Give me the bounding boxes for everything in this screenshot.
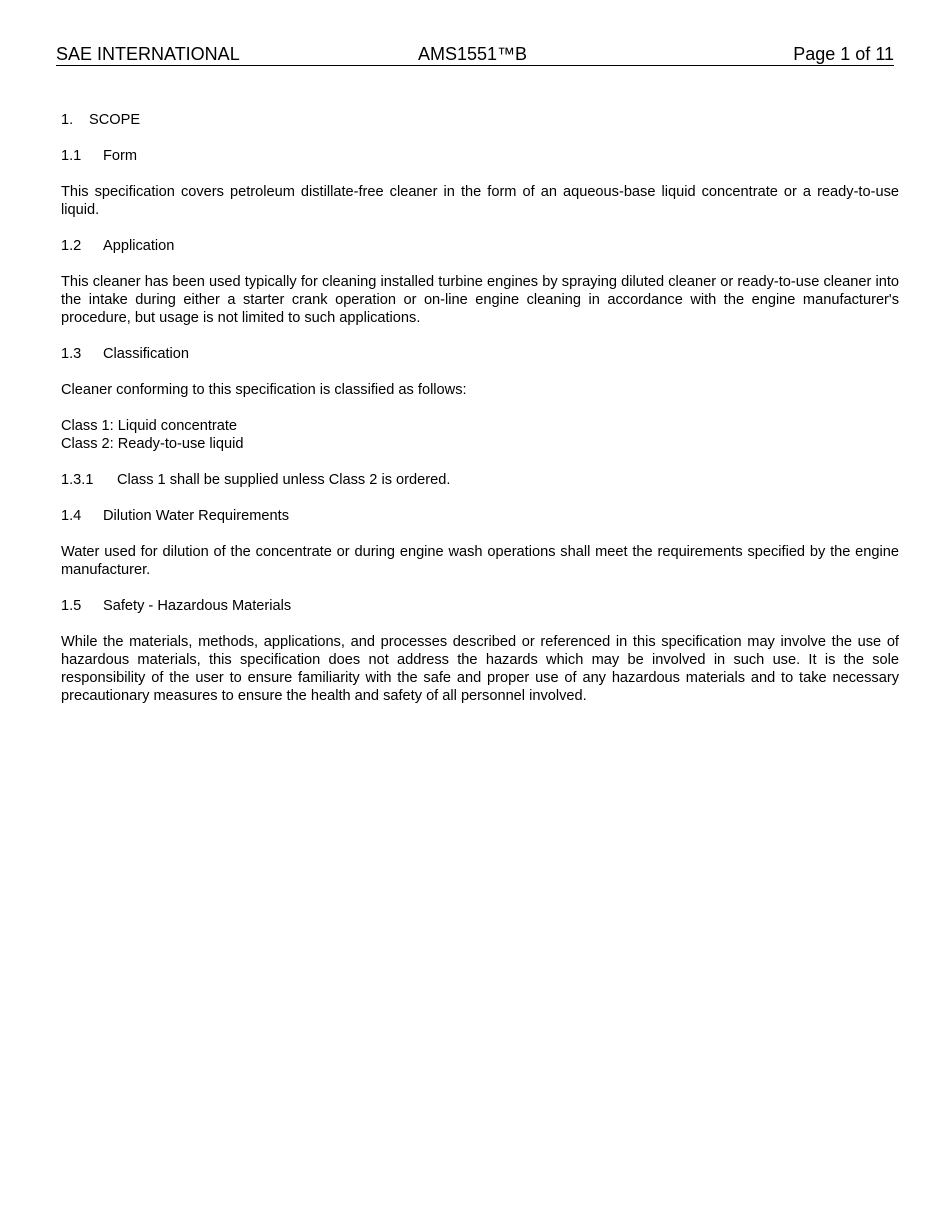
section-heading-scope — [61, 111, 899, 129]
subsection-title: Application — [103, 238, 175, 254]
class-list — [61, 417, 899, 453]
header-page-number: Page 1 of 11 — [793, 44, 894, 64]
class-1-item: Class 1: Liquid concentrate — [61, 418, 238, 434]
paragraph-dilution-water: Water used for dilution of the concentrate or during engine wash operations shall meet the requirements specified by the engine manufacturer. — [61, 544, 899, 578]
header-org: SAE INTERNATIONAL — [56, 44, 240, 64]
paragraph-class-supply — [61, 471, 899, 489]
subsection-title: Classification — [103, 346, 189, 362]
header-doc-id: AMS1551™B — [418, 44, 528, 64]
subsection-title: Safety - Hazardous Materials — [103, 598, 292, 614]
subsection-title: Form — [103, 148, 138, 164]
paragraph-classification: Cleaner conforming to this specification is classified as follows: — [61, 382, 467, 398]
paragraph-form: This specification covers petroleum distillate-free cleaner in the form of an aqueous-base liquid concentrate or a ready-to-use liquid. — [61, 184, 899, 218]
subsection-title: Dilution Water Requirements — [103, 508, 290, 524]
subsection-number: 1.3 — [61, 346, 82, 362]
class-2-item: Class 2: Ready-to-use liquid — [61, 436, 244, 452]
subsection-heading-safety — [61, 597, 899, 615]
paragraph-safety: While the materials, methods, applications, and processes described or referenced in this specification may involve the use of hazardous materials, this specification does not address the hazards which may be involved in such use. It is the sole responsibility of the user to ensure familiarity with the safe and proper use of any hazardous materials and to take necessary precautionary measures to ensure the health and safety of all personnel involved. — [61, 634, 899, 704]
page-header — [56, 43, 894, 66]
document-body — [61, 111, 899, 723]
subsection-number: 1.5 — [61, 598, 82, 614]
subsection-heading-application — [61, 237, 899, 255]
subsection-heading-classification — [61, 345, 899, 363]
section-title: SCOPE — [89, 112, 141, 128]
subsection-number: 1.1 — [61, 148, 82, 164]
subsection-text: Class 1 shall be supplied unless Class 2 is ordered. — [117, 472, 451, 488]
paragraph-application: This cleaner has been used typically for cleaning installed turbine engines by spraying diluted cleaner or ready-to-use cleaner into the intake during either a starter crank operation or on-line engine cleaning in accordance with the engine manufacturer's procedure, but usage is not limited to such applications. — [61, 274, 899, 326]
subsection-number: 1.2 — [61, 238, 82, 254]
subsection-number: 1.3.1 — [61, 472, 94, 488]
subsection-heading-dilution-water — [61, 507, 899, 525]
subsection-number: 1.4 — [61, 508, 82, 524]
section-number: 1. — [61, 112, 74, 128]
subsection-heading-form — [61, 147, 899, 165]
